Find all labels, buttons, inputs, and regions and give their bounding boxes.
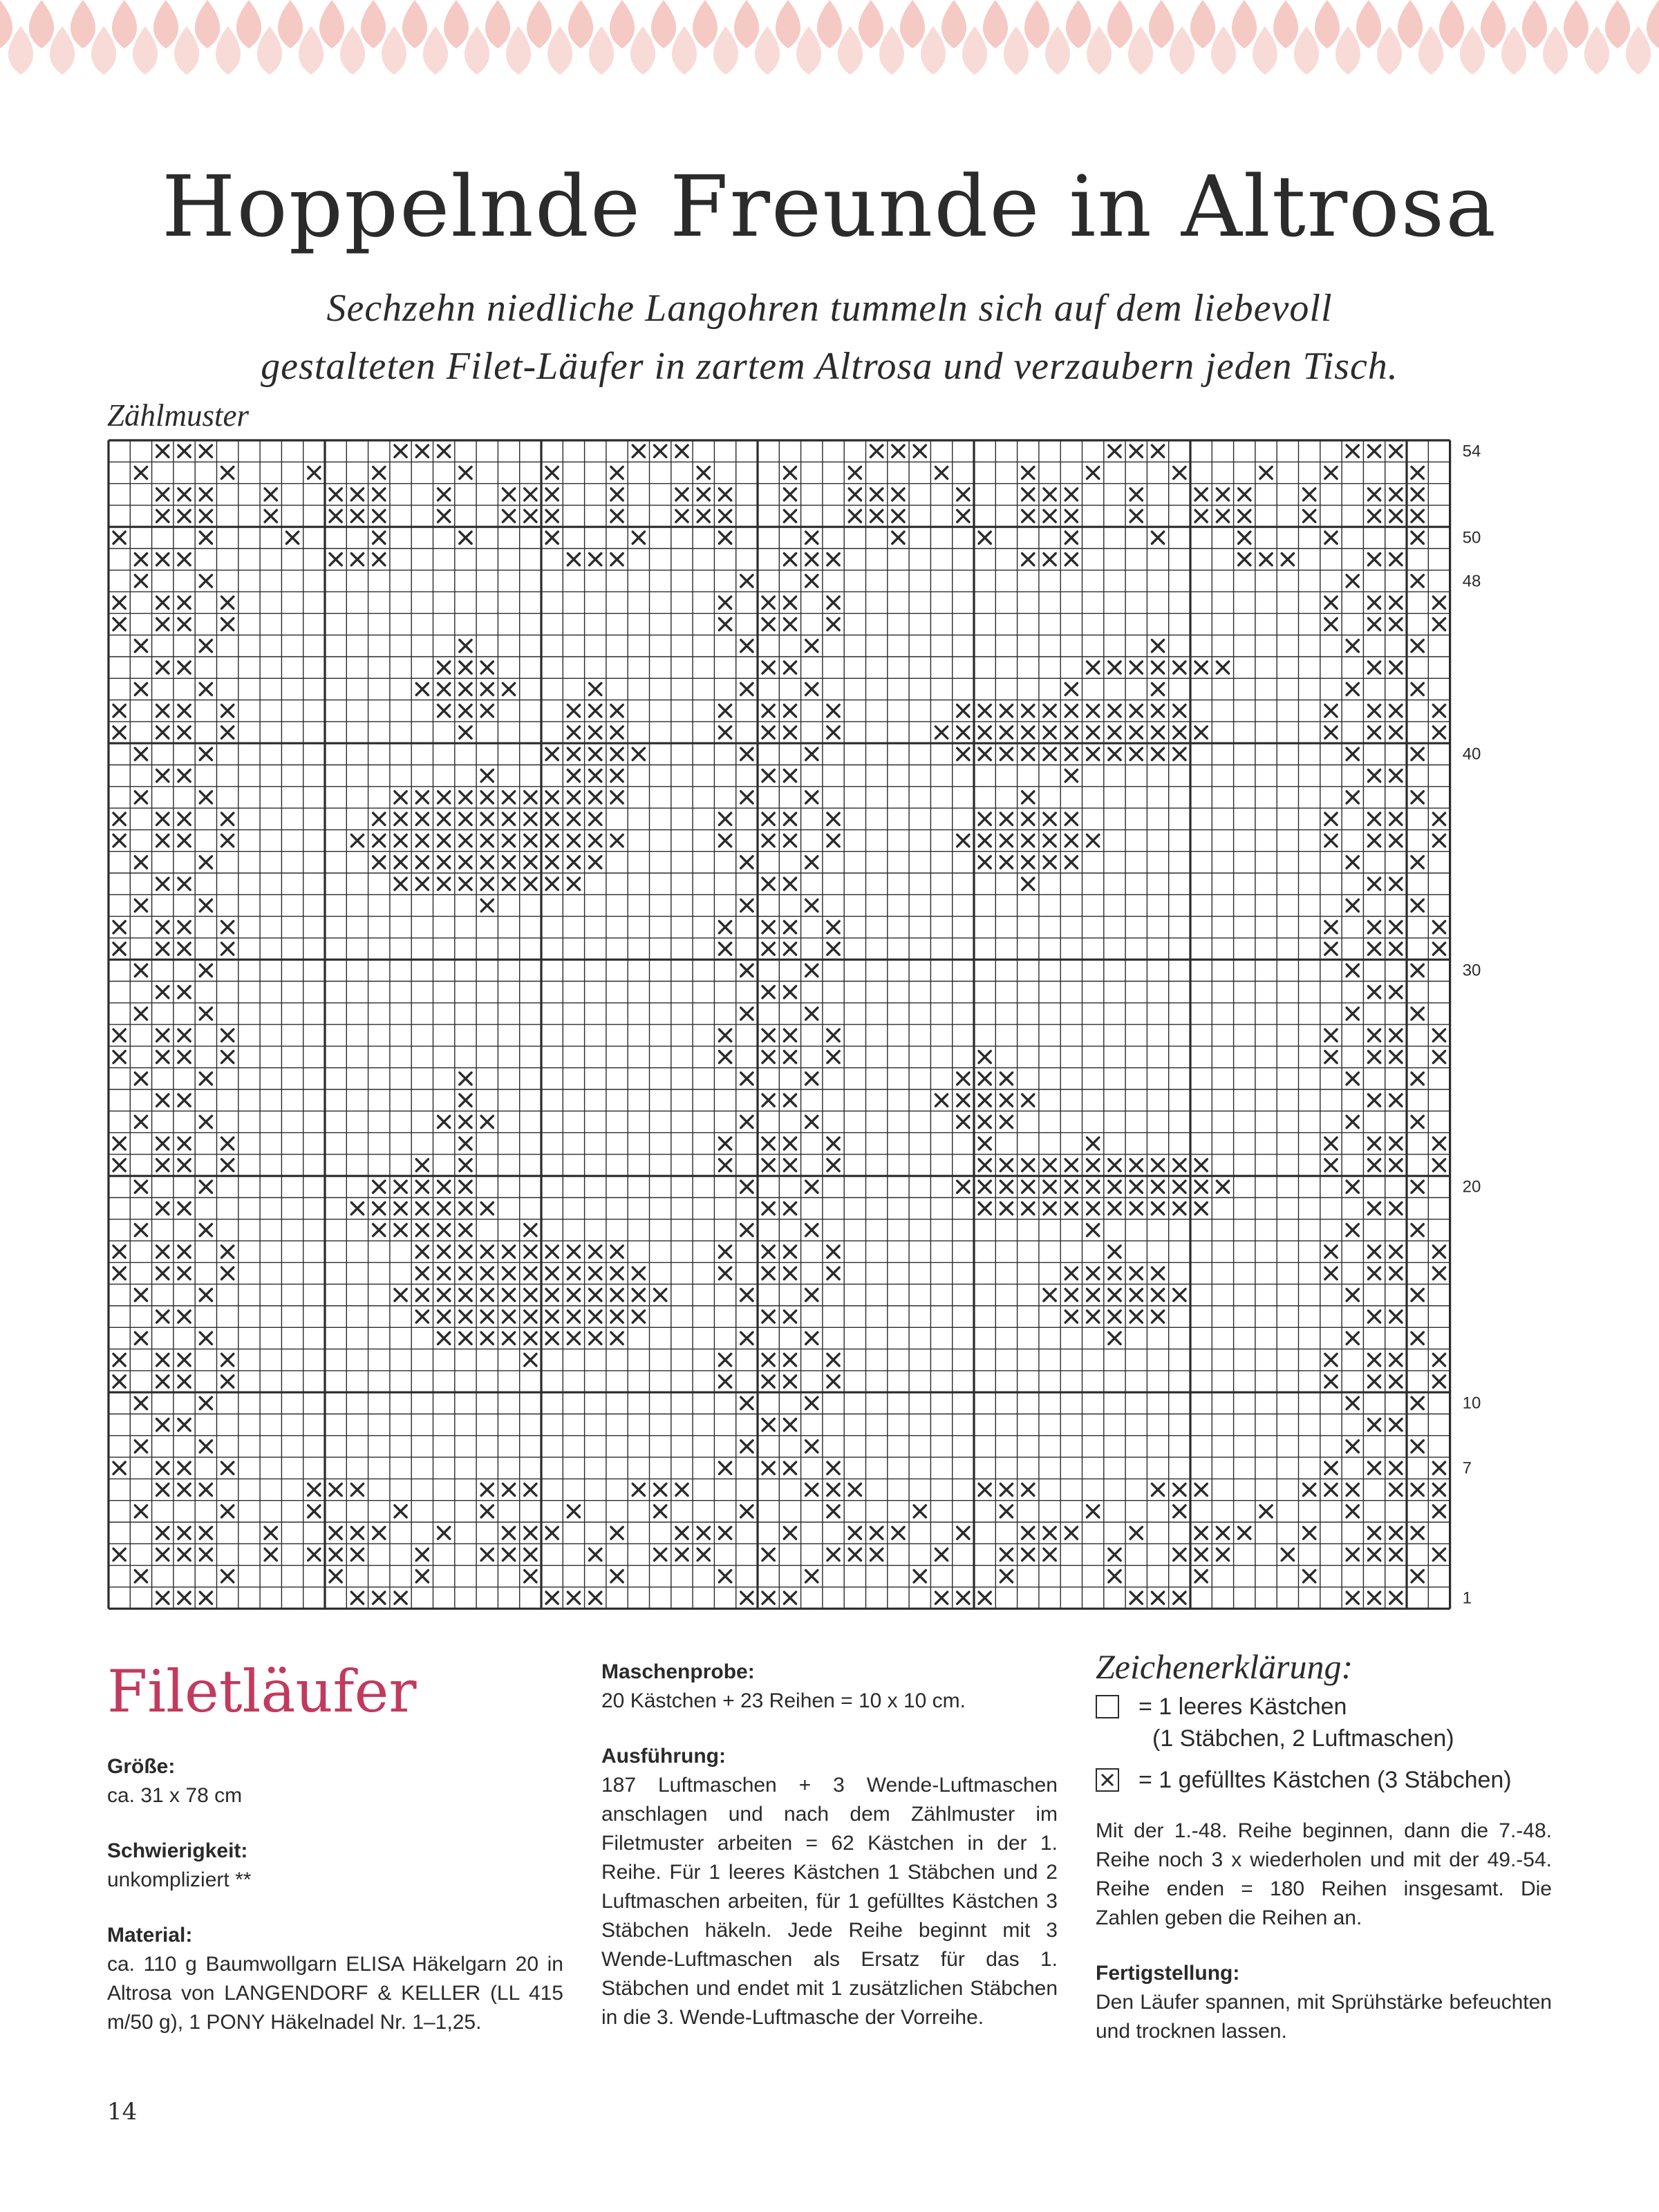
page-title: Hoppelnde Freunde in Altrosa xyxy=(162,158,1497,256)
page-number: 14 xyxy=(107,2098,138,2126)
fertigstellung-value: Den Läufer spannen, mit Sprühstärke befeuchten und trocknen lassen. xyxy=(1096,1991,1552,2043)
material-label: Material: xyxy=(107,1924,193,1947)
section-title: Filetläufer xyxy=(107,1658,417,1725)
legend-title: Zeichenerklärung: xyxy=(1096,1647,1353,1686)
row-number-label: 30 xyxy=(1462,961,1481,980)
legend-filled xyxy=(1096,1764,1552,1796)
empty-square-icon xyxy=(1096,1695,1119,1718)
row-number-label: 40 xyxy=(1462,744,1481,764)
maschenprobe-label: Maschenprobe: xyxy=(601,1660,755,1683)
row-number-label: 7 xyxy=(1462,1459,1472,1478)
subtitle-line-2: gestalteten Filet-Läufer in zartem Altrosa und verzaubern jeden Tisch. xyxy=(261,345,1398,388)
row-number-label: 10 xyxy=(1462,1394,1481,1413)
legend-empty-line-1: = 1 leeres Kästchen xyxy=(1138,1694,1347,1720)
row-number-label: 1 xyxy=(1462,1588,1472,1608)
maschenprobe-value: 20 Kästchen + 23 Reihen = 10 x 10 cm. xyxy=(601,1689,966,1712)
row-number-label: 50 xyxy=(1462,528,1481,547)
legend-empty-line-2: (1 Stäbchen, 2 Luftmaschen) xyxy=(1152,1725,1454,1752)
row-number-label: 54 xyxy=(1462,442,1481,461)
ausfuehrung-value: 187 Luftmaschen + 3 Wende-Luftmaschen anschlagen und nach dem Zählmuster im Filetmuster arbeiten = 62 Kästchen in der 1. Reihe. Für 1 leeres Kästchen 1 Stäbchen und 2 Luftmaschen arbeiten, für 1 gefülltes Kästchen 3 Stäbchen häkeln. Jede Reihe beginnt mit 3 Wende-Luftmaschen als Ersatz für das 1. Stäbchen und endet mit 1 zusätzlichen Stäbchen in die 3. Wende-Luftmasche der Vorreihe. xyxy=(601,1774,1058,2029)
legend-filled-text: = 1 gefülltes Kästchen (3 Stäbchen) xyxy=(1138,1767,1512,1793)
fertigstellung-label: Fertigstellung: xyxy=(1096,1962,1240,1985)
material-value: ca. 110 g Baumwollgarn ELISA Häkelgarn 20 in Altrosa von LANGENDORF & KELLER (LL 415 m/50 g), 1 PONY Häkelnadel Nr. 1–1,25. xyxy=(107,1953,563,2034)
filled-square-icon xyxy=(1096,1768,1119,1792)
subtitle-line-1: Sechzehn niedliche Langohren tummeln sich auf dem liebevoll xyxy=(326,287,1333,330)
chart-label: Zählmuster xyxy=(107,398,250,433)
row-number-label: 20 xyxy=(1462,1177,1481,1197)
info-column-2 xyxy=(601,1658,1058,2059)
schwierigkeit-label: Schwierigkeit: xyxy=(107,1839,248,1862)
rows-info: Mit der 1.-48. Reihe beginnen, dann die 7.-48. Reihe noch 3 x wiederholen und mit der 49.-54. Reihe enden = 180 Reihen insgesamt. Die Zahlen geben die Reihen an. xyxy=(1096,1819,1552,1929)
schwierigkeit-value: unkompliziert ** xyxy=(107,1868,252,1891)
groesse-value: ca. 31 x 78 cm xyxy=(107,1784,243,1807)
ausfuehrung-label: Ausführung: xyxy=(601,1745,726,1768)
info-column-3 xyxy=(1096,1647,1552,2072)
legend-empty xyxy=(1096,1691,1552,1754)
info-column-1 xyxy=(107,1752,563,2063)
row-number-label: 48 xyxy=(1462,572,1481,591)
groesse-label: Größe: xyxy=(107,1755,176,1778)
